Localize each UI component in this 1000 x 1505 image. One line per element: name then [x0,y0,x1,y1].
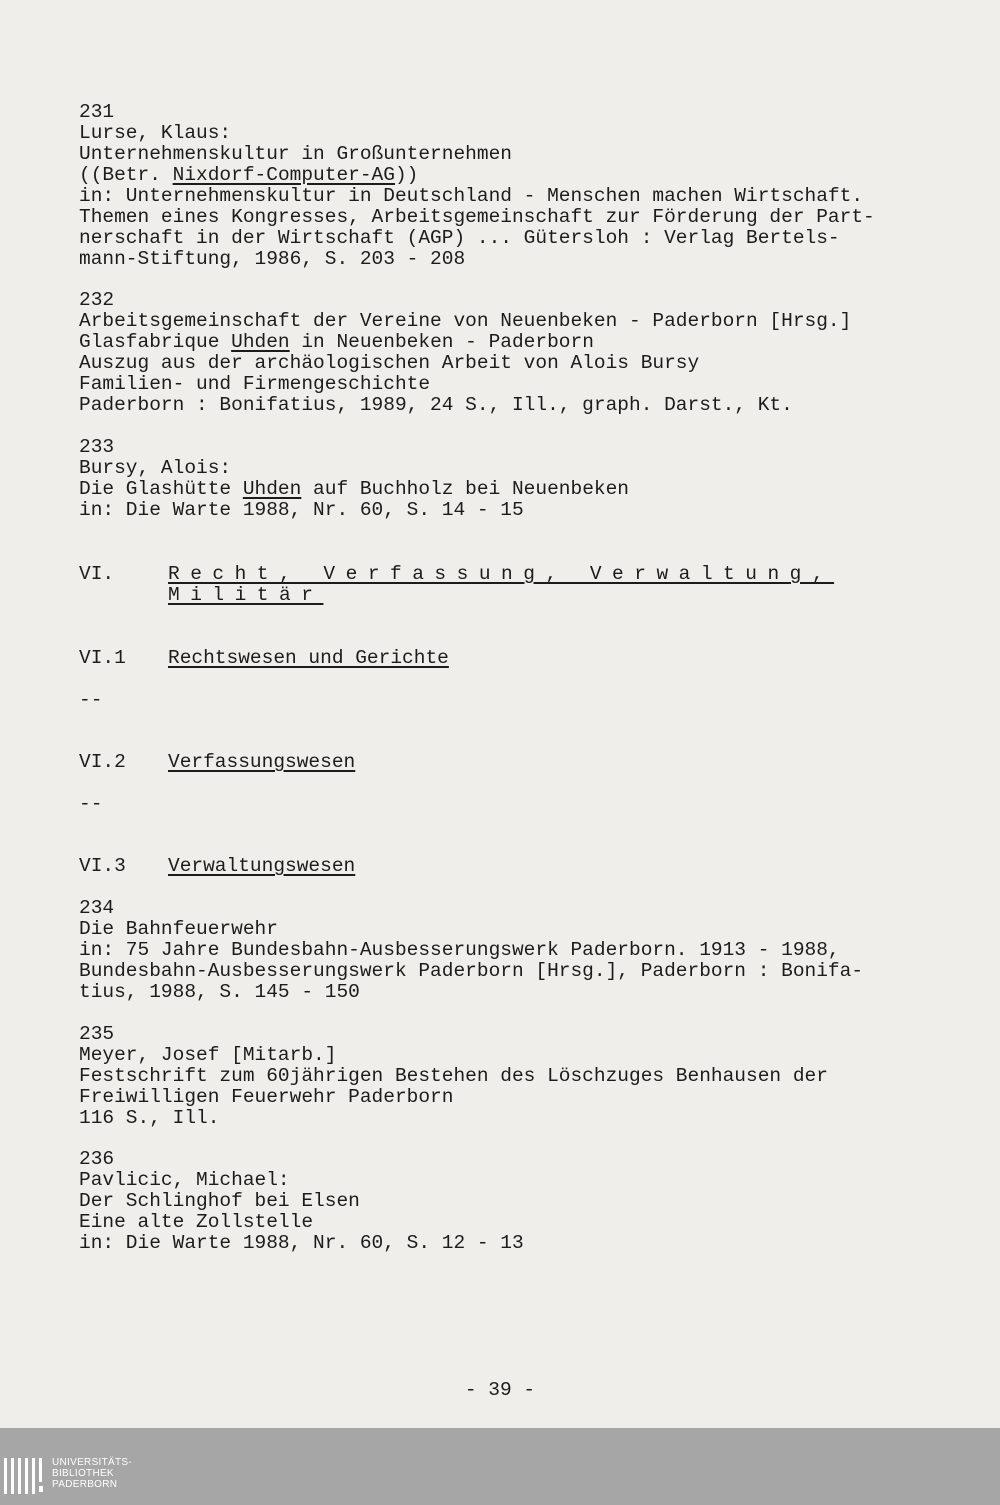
entry-source-line: nerschaft in der Wirtschaft (AGP) ... Gütersloh : Verlag Bertels- [79,227,840,249]
subject-link-uhden: Uhden [242,478,302,500]
logo-line: UNIVERSITÄTS- [52,1457,133,1468]
entry-subtitle: Eine alte Zollstelle [79,1211,314,1233]
note-suffix: )) [394,164,419,186]
subsection-heading: Verwaltungswesen [168,855,356,877]
subsection-number: VI.1 [79,647,126,669]
entry-author: Bursy, Alois: [79,457,232,479]
entry-source-line: tius, 1988, S. 145 - 150 [79,981,360,1003]
line-suffix: in Neuenbeken - Paderborn [289,331,594,353]
entry-title: Die Bahnfeuerwehr [79,918,278,940]
entry-number: 233 [79,436,115,458]
entry-source: in: Die Warte 1988, Nr. 60, S. 14 - 15 [79,499,524,521]
subsection-number: VI.2 [79,751,126,773]
note-prefix: ((Betr. [79,164,173,186]
subsection-number: VI.3 [79,855,126,877]
empty-marker: -- [79,689,103,711]
entry-source-line: in: Unternehmenskultur in Deutschland - Menschen machen Wirtschaft. [79,185,864,207]
library-footer [0,1428,1000,1505]
entry-title: Der Schlinghof bei Elsen [79,1190,360,1212]
entry-line: Paderborn : Bonifatius, 1989, 24 S., Ill., graph. Darst., Kt. [79,394,793,416]
title-suffix: auf Buchholz bei Neuenbeken [301,478,629,500]
subsection-heading: Verfassungswesen [168,751,356,773]
entry-number: 235 [79,1023,115,1045]
section-heading: Militär [168,584,324,606]
entry-line: Arbeitsgemeinschaft der Vereine von Neuenbeken - Paderborn [Hrsg.] [79,310,852,332]
entry-author: Lurse, Klaus: [79,122,232,144]
library-logo-text [52,1457,132,1490]
entry-title: Festschrift zum 60jährigen Bestehen des Löschzuges Benhausen der [79,1065,828,1087]
entry-author: Pavlicic, Michael: [79,1169,290,1191]
entry-number: 234 [79,897,115,919]
page-number: - 39 - [464,1379,536,1401]
entry-number: 231 [79,101,115,123]
line-prefix: Glasfabrique [79,331,232,353]
entry-number: 236 [79,1148,115,1170]
logo-line: BIBLIOTHEK [52,1468,114,1479]
title-prefix: Die Glashütte [79,478,243,500]
entry-source-line: Themen eines Kongresses, Arbeitsgemeinschaft zur Förderung der Part- [79,206,875,228]
entry-author: Meyer, Josef [Mitarb.] [79,1044,337,1066]
section-number: VI. [79,563,115,585]
subject-link-uhden: Uhden [231,331,290,353]
entry-line: Familien- und Firmengeschichte [79,373,431,395]
entry-source-line: in: 75 Jahre Bundesbahn-Ausbesserungswerk Paderborn. 1913 - 1988, [79,939,840,961]
subject-link-nixdorf: Nixdorf-Computer-AG [172,164,395,186]
entry-title: Freiwilligen Feuerwehr Paderborn [79,1086,454,1108]
entry-extent: 116 S., Ill. [79,1107,220,1129]
entry-title: Unternehmenskultur in Großunternehmen [79,143,512,165]
entry-source: in: Die Warte 1988, Nr. 60, S. 12 - 13 [79,1232,524,1254]
entry-number: 232 [79,289,115,311]
entry-line [79,332,594,353]
entry-title [79,479,629,500]
subsection-heading: Rechtswesen und Gerichte [168,647,449,669]
logo-line: PADERBORN [52,1479,118,1490]
section-heading: Recht, Verfassung, Verwaltung, [168,563,835,585]
entry-line: Auszug aus der archäologischen Arbeit von Alois Bursy [79,352,700,374]
entry-source-line: Bundesbahn-Ausbesserungswerk Paderborn [Hrsg.], Paderborn : Bonifa- [79,960,864,982]
entry-source-line: mann-Stiftung, 1986, S. 203 - 208 [79,248,466,270]
empty-marker: -- [79,793,103,815]
entry-note [79,165,418,186]
library-logo-icon [4,1458,44,1502]
